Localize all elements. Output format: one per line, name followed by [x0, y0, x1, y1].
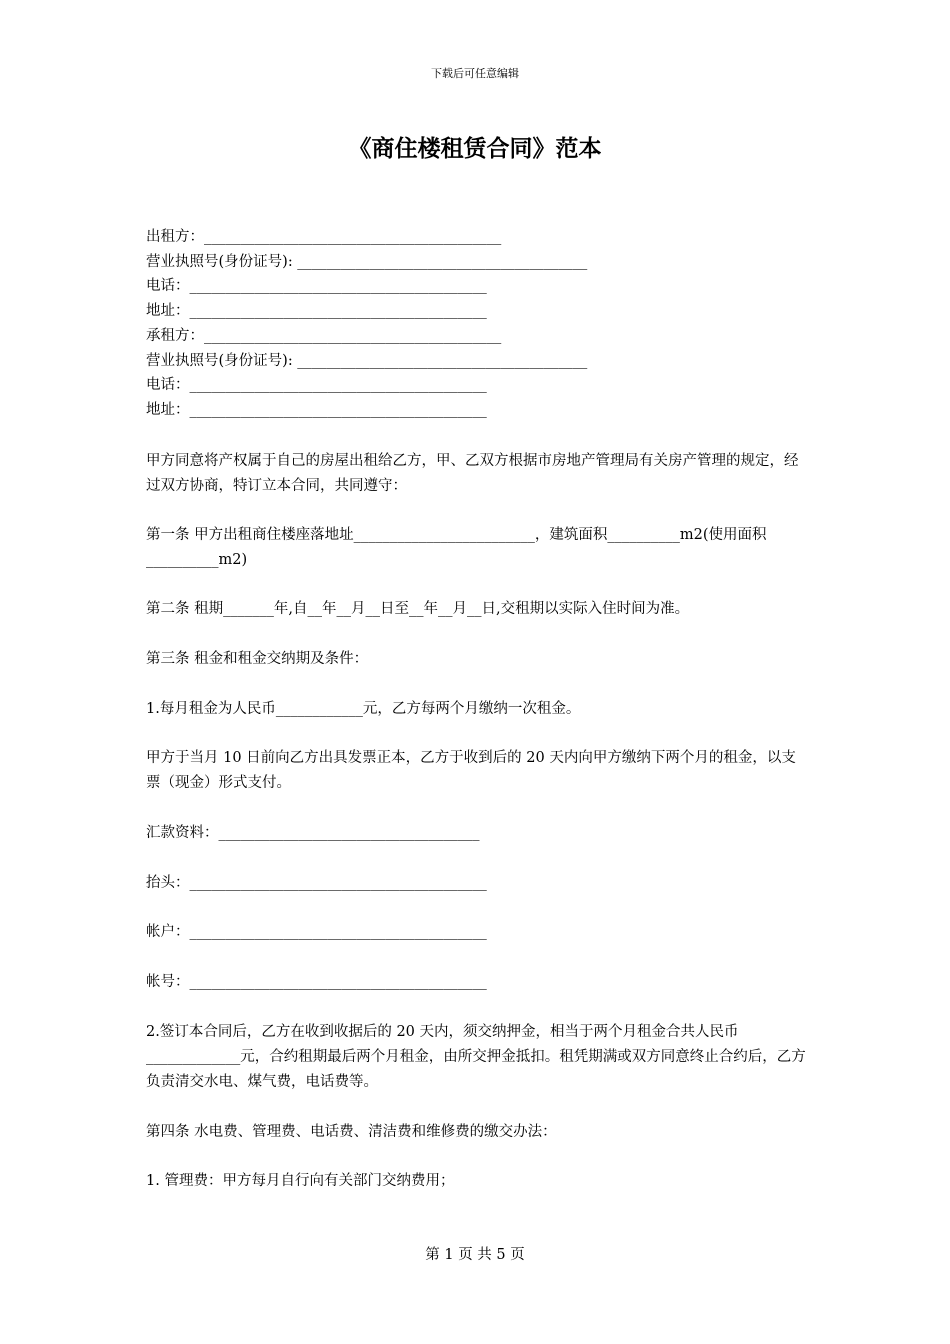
- article-1: 第一条 甲方出租商住楼座落地址_________________________，建筑面积__________m2(使用面积__________m2): [146, 527, 767, 568]
- account-number-line: 帐号：_________________________________________: [146, 974, 487, 990]
- rent-item-1: 1.每月租金为人民币____________元，乙方每两个月缴纳一次租金。: [146, 701, 581, 717]
- lessee-address-line: 地址：_________________________________________: [146, 402, 487, 418]
- lessor-address-line: 地址：_________________________________________: [146, 303, 487, 319]
- fee-item-1: 1. 管理费：甲方每月自行向有关部门交纳费用；: [146, 1173, 455, 1189]
- article-3: 第三条 租金和租金交纳期及条件：: [146, 651, 369, 667]
- lessor-license-line: 营业执照号(身份证号): ________________________________________: [146, 254, 588, 270]
- page-footer: 第 1 页 共 5 页: [425, 1247, 525, 1263]
- lessee-license-line: 营业执照号(身份证号): ________________________________________: [146, 353, 588, 369]
- document-title: 《商住楼租赁合同》范本: [348, 135, 602, 162]
- article-2: 第二条 租期_______年,自__年__月__日至__年__月__日,交租期以实际入住时间为准。: [146, 601, 690, 617]
- article-4: 第四条 水电费、管理费、电话费、清洁费和维修费的缴交办法：: [146, 1124, 557, 1140]
- remit-info-line: 汇款资料：____________________________________: [146, 825, 480, 841]
- lessor-phone-line: 电话：_________________________________________: [146, 278, 487, 294]
- header-note: 下载后可任意编辑: [431, 67, 519, 80]
- account-name-line: 帐户：_________________________________________: [146, 924, 487, 940]
- payee-line: 抬头：_________________________________________: [146, 875, 487, 891]
- intro-paragraph: 甲方同意将产权属于自己的房屋出租给乙方，甲、乙双方根据市房地产管理局有关房产管理的规定，经过双方协商，特订立本合同，共同遵守：: [146, 453, 799, 494]
- lessee-phone-line: 电话：_________________________________________: [146, 377, 487, 393]
- lessor-line: 出租方：_________________________________________: [146, 229, 502, 245]
- deposit-item-2: 2.签订本合同后，乙方在收到收据后的 20 天内，须交纳押金，相当于两个月租金合共人民币_____________元，合约租期最后两个月租金，由所交押金抵扣。租凭期满或双方同意终止合约后，乙方负责清交水电、煤气费，电话费等。: [146, 1024, 806, 1090]
- lessee-line: 承租方：_________________________________________: [146, 328, 502, 344]
- payment-note: 甲方于当月 10 日前向乙方出具发票正本，乙方于收到后的 20 天内向甲方缴纳下两个月的租金，以支票（现金）形式支付。: [146, 750, 796, 791]
